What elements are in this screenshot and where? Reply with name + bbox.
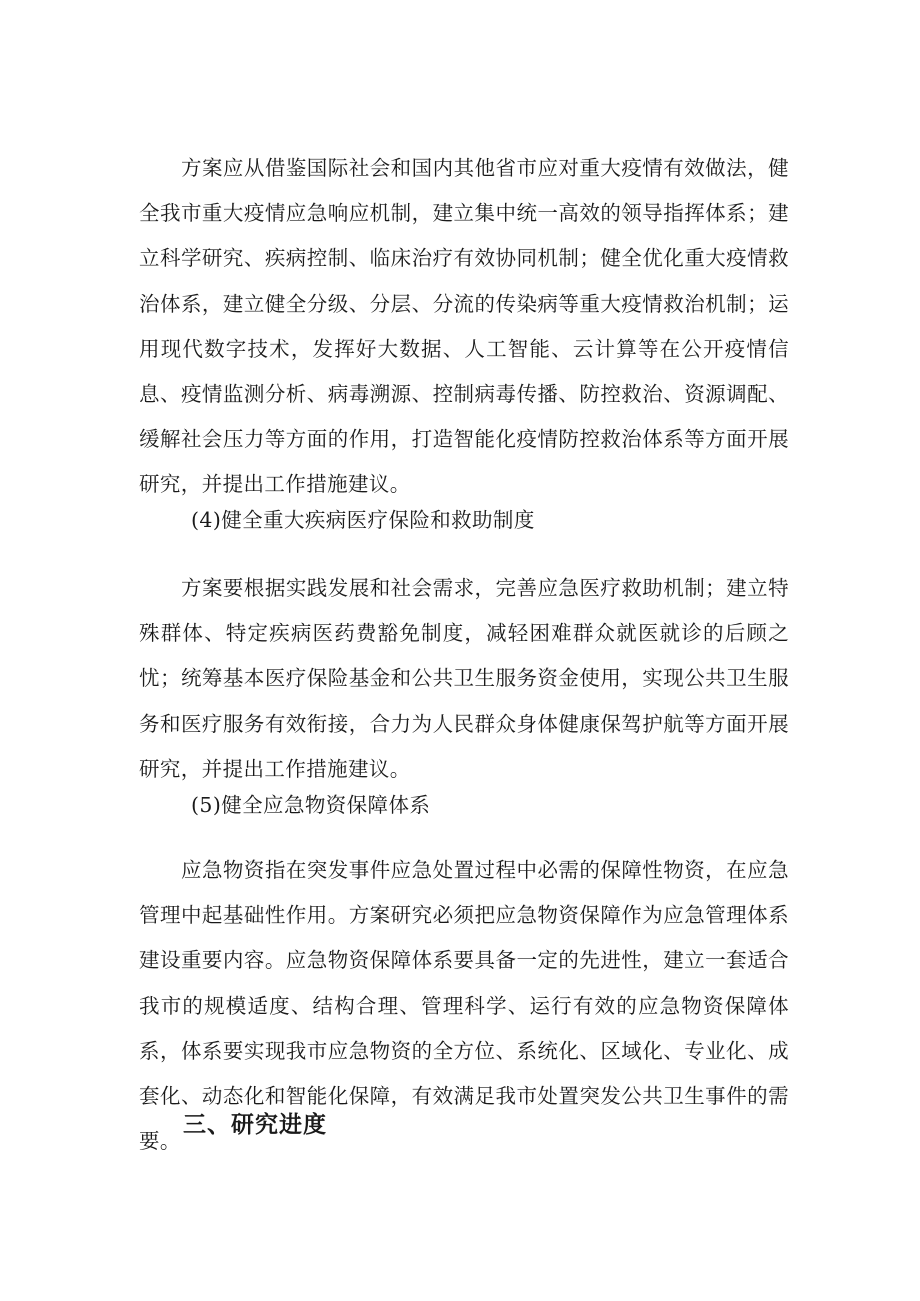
body-paragraph: 方案应从借鉴国际社会和国内其他省市应对重大疫情有效做法，健全我市重大疫情应急响应机制，建立集中统一高效的领导指挥体系；建立科学研究、疾病控制、临床治疗有效协同机制；健全优化重大疫情救治体系，建立健全分级、分层、分流的传染病等重大疫情救治机制；运用现代数字技术，发挥好大数据、人工智能、云计算等在公开疫情信息、疫情监测分析、病毒溯源、控制病毒传播、防控救治、资源调配、缓解社会压力等方面的作用，打造智能化疫情防控救治体系等方面开展研究，并提出工作措施建议。 [139,156,789,497]
subheading: (4)健全重大疾病医疗保险和救助制度 [191,508,535,532]
section-heading: 三、研究进度 [183,1112,327,1138]
body-paragraph: 方案要根据实践发展和社会需求，完善应急医疗救助机制；建立特殊群体、特定疾病医药费豁免制度，减轻困难群众就医就诊的后顾之忧；统筹基本医疗保险基金和公共卫生服务资金使用，实现公共卫生服务和医疗服务有效衔接，合力为人民群众身体健康保驾护航等方面开展研究，并提出工作措施建议。 [139,576,789,781]
body-paragraph: 应急物资指在突发事件应急处置过程中必需的保障性物资，在应急管理中起基础性作用。方案研究必须把应急物资保障作为应急管理体系建设重要内容。应急物资保障体系要具备一定的先进性，建立一套适合我市的规模适度、结构合理、管理科学、运行有效的应急物资保障体系，体系要实现我市应急物资的全方位、系统化、区域化、专业化、成套化、动态化和智能化保障，有效满足我市处置突发公共卫生事件的需要。 [139,858,789,1154]
subheading: (5)健全应急物资保障体系 [191,793,431,817]
